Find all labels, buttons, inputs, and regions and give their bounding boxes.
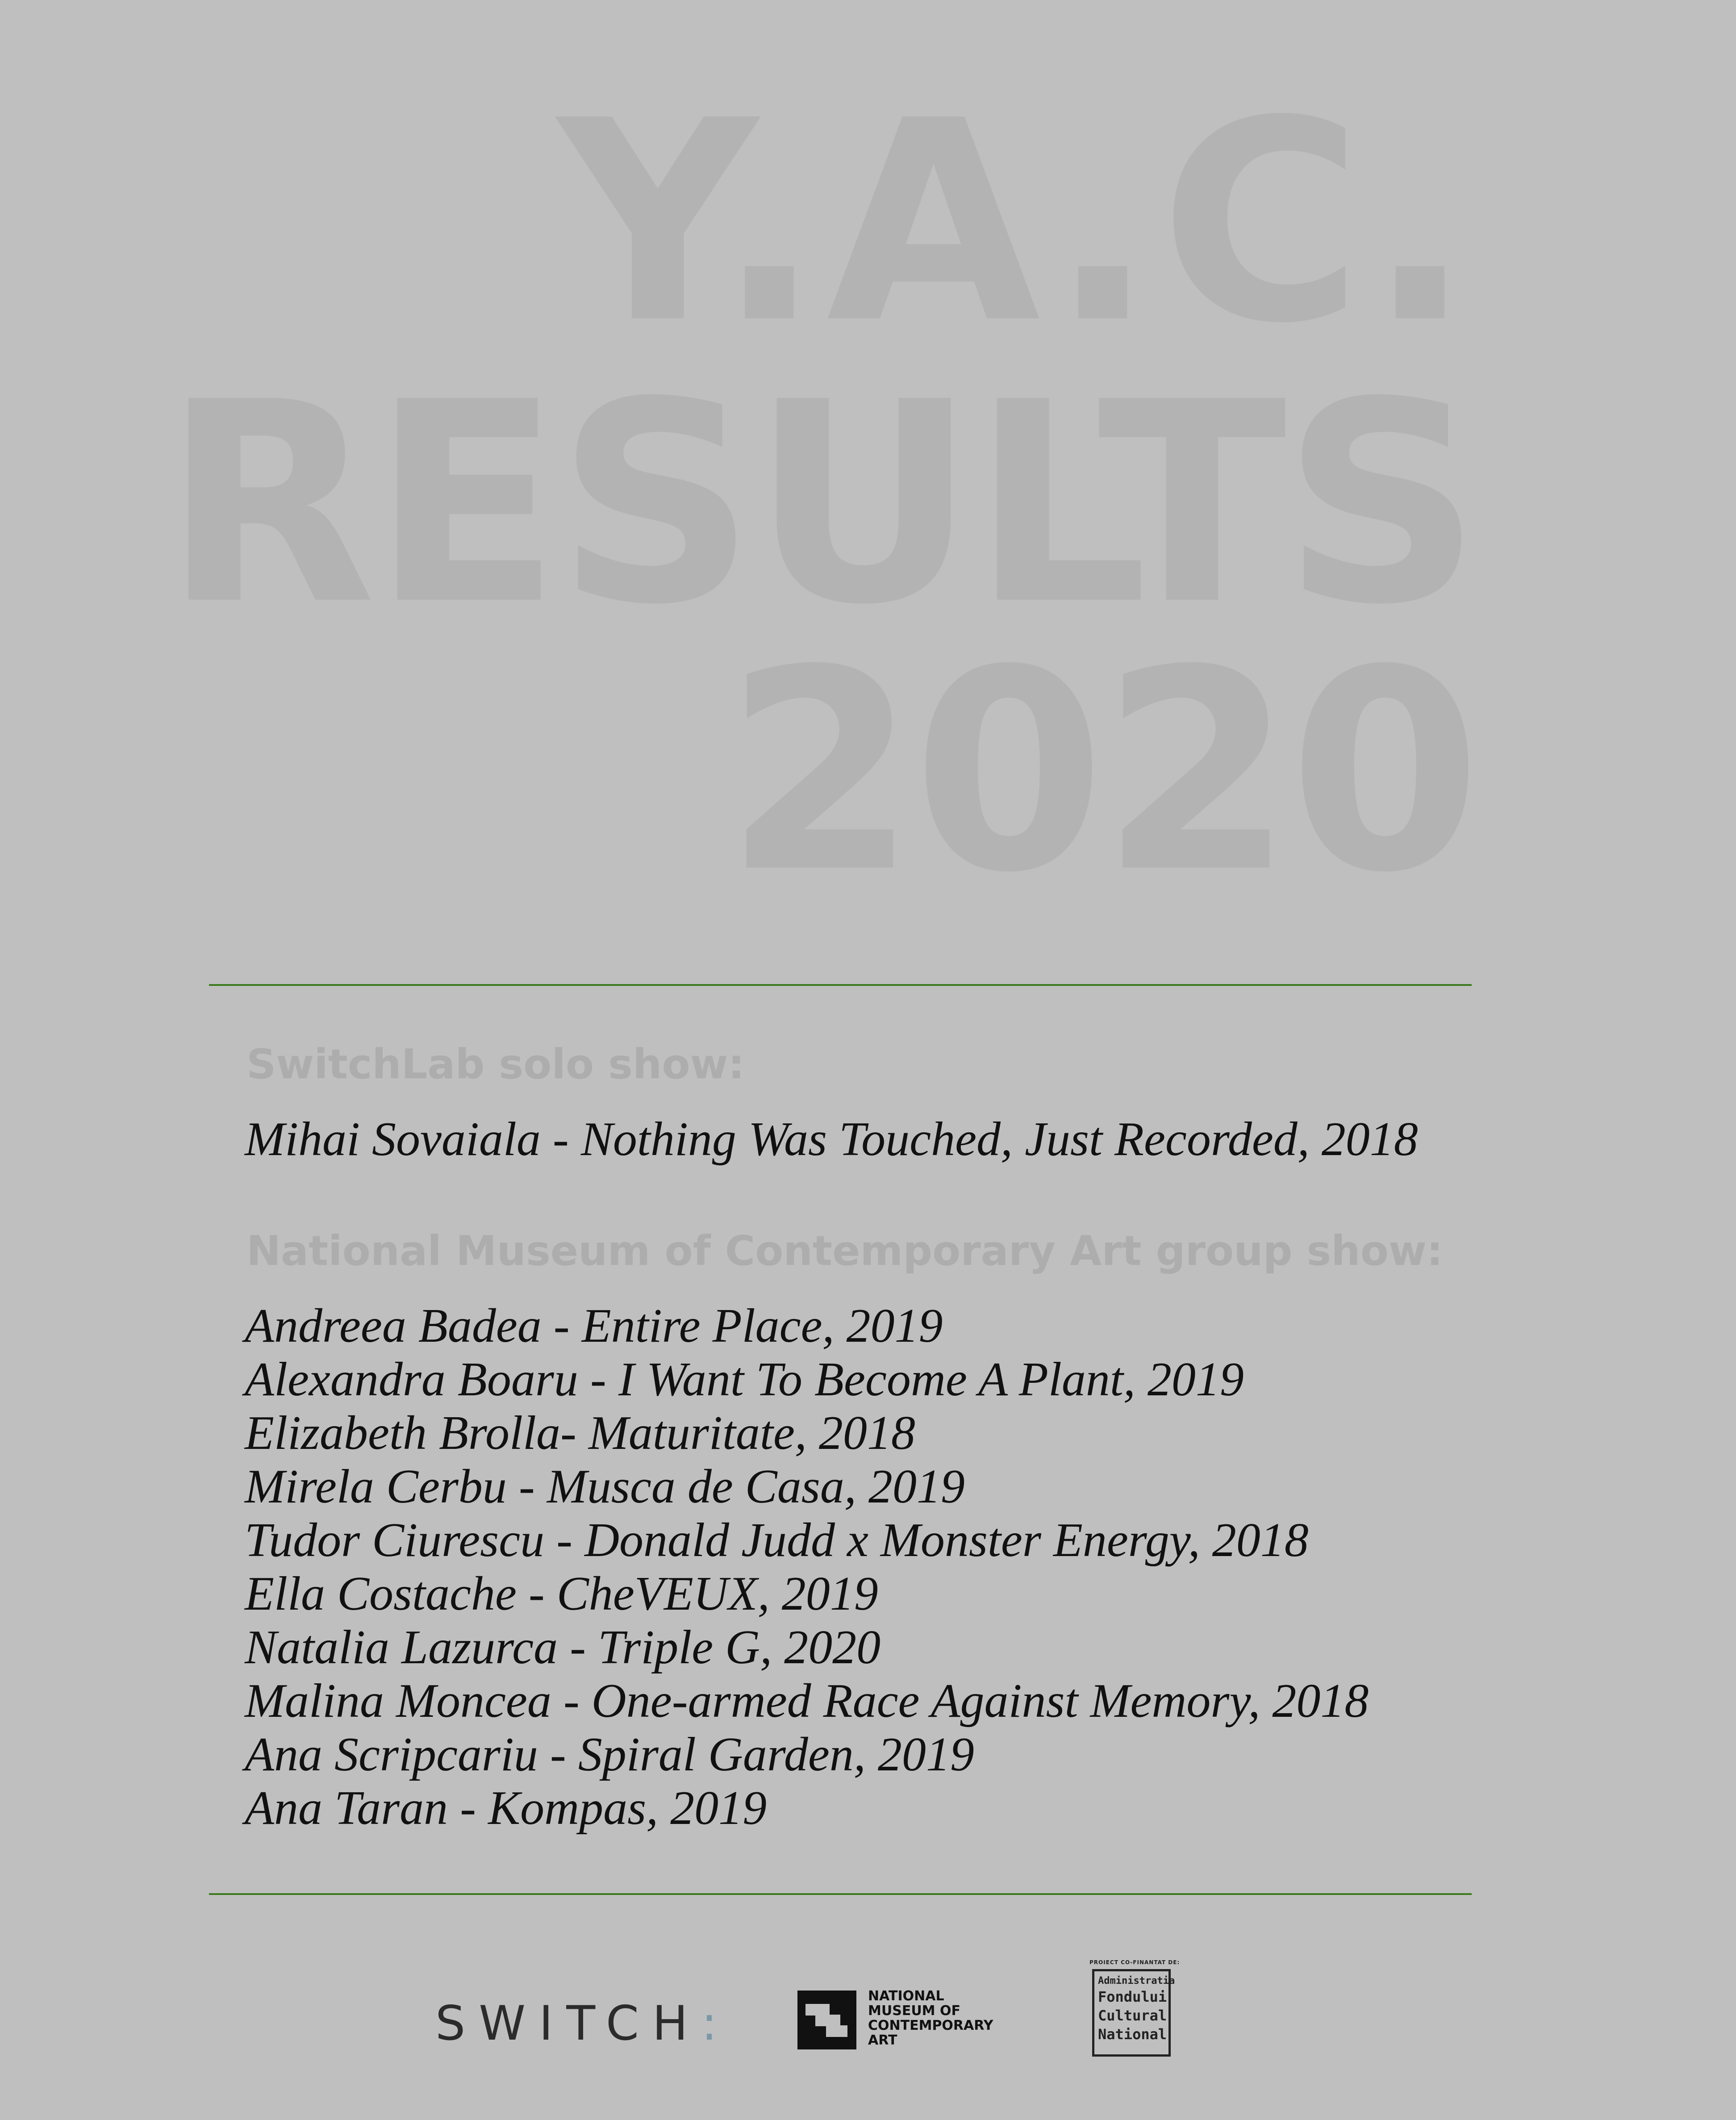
group-show-list [245, 1299, 1369, 1835]
list-item: Alexandra Boaru - I Want To Become A Plant, 2019 [245, 1353, 1244, 1406]
list-item: Malina Moncea - One-armed Race Against Memory, 2018 [245, 1674, 1369, 1728]
afcn-logo-line3: Cultural [1098, 2007, 1167, 2024]
mnac-logo-text: NATIONAL MUSEUM OF CONTEMPORARY ART [868, 1988, 993, 2048]
afcn-logo-line4: National [1098, 2026, 1167, 2043]
divider-top [209, 984, 1472, 986]
afcn-caption: PROIECT CO-FINANTAT DE: [1089, 1959, 1180, 1966]
list-item: Natalia Lazurca - Triple G, 2020 [245, 1621, 881, 1674]
hero-title-year: 2020 [724, 611, 1477, 933]
afcn-logo-line1: Administratia [1098, 1975, 1175, 1986]
hero-title-results: RESULTS [163, 343, 1477, 665]
switch-logo-word: SWITCH [435, 1996, 701, 2051]
list-item: Tudor Ciurescu - Donald Judd x Monster Energy, 2018 [245, 1514, 1309, 1567]
afcn-logo [1092, 1969, 1175, 2057]
solo-show-heading: SwitchLab solo show: [246, 1040, 745, 1088]
list-item: Andreea Badea - Entire Place, 2019 [245, 1299, 943, 1352]
mnac-logo-icon [797, 1991, 856, 2049]
switch-logo-colon: : [701, 1996, 731, 2051]
list-item: Ana Taran - Kompas, 2019 [245, 1782, 767, 1835]
sponsor-logos [0, 1947, 1736, 2072]
group-show-heading: National Museum of Contemporary Art group show: [246, 1227, 1443, 1275]
afcn-logo-line2: Fondului [1098, 1988, 1167, 2005]
switch-logo [435, 1996, 730, 2051]
list-item: Ella Costache - CheVEUX, 2019 [245, 1567, 878, 1620]
hero-title-yac: Y.A.C. [557, 62, 1477, 384]
divider-bottom [209, 1893, 1472, 1895]
solo-show-entry: Mihai Sovaiala - Nothing Was Touched, Just Recorded, 2018 [245, 1113, 1418, 1166]
list-item: Ana Scripcariu - Spiral Garden, 2019 [245, 1728, 974, 1781]
list-item: Mirela Cerbu - Musca de Casa, 2019 [245, 1460, 965, 1513]
list-item: Elizabeth Brolla- Maturitate, 2018 [245, 1406, 915, 1460]
